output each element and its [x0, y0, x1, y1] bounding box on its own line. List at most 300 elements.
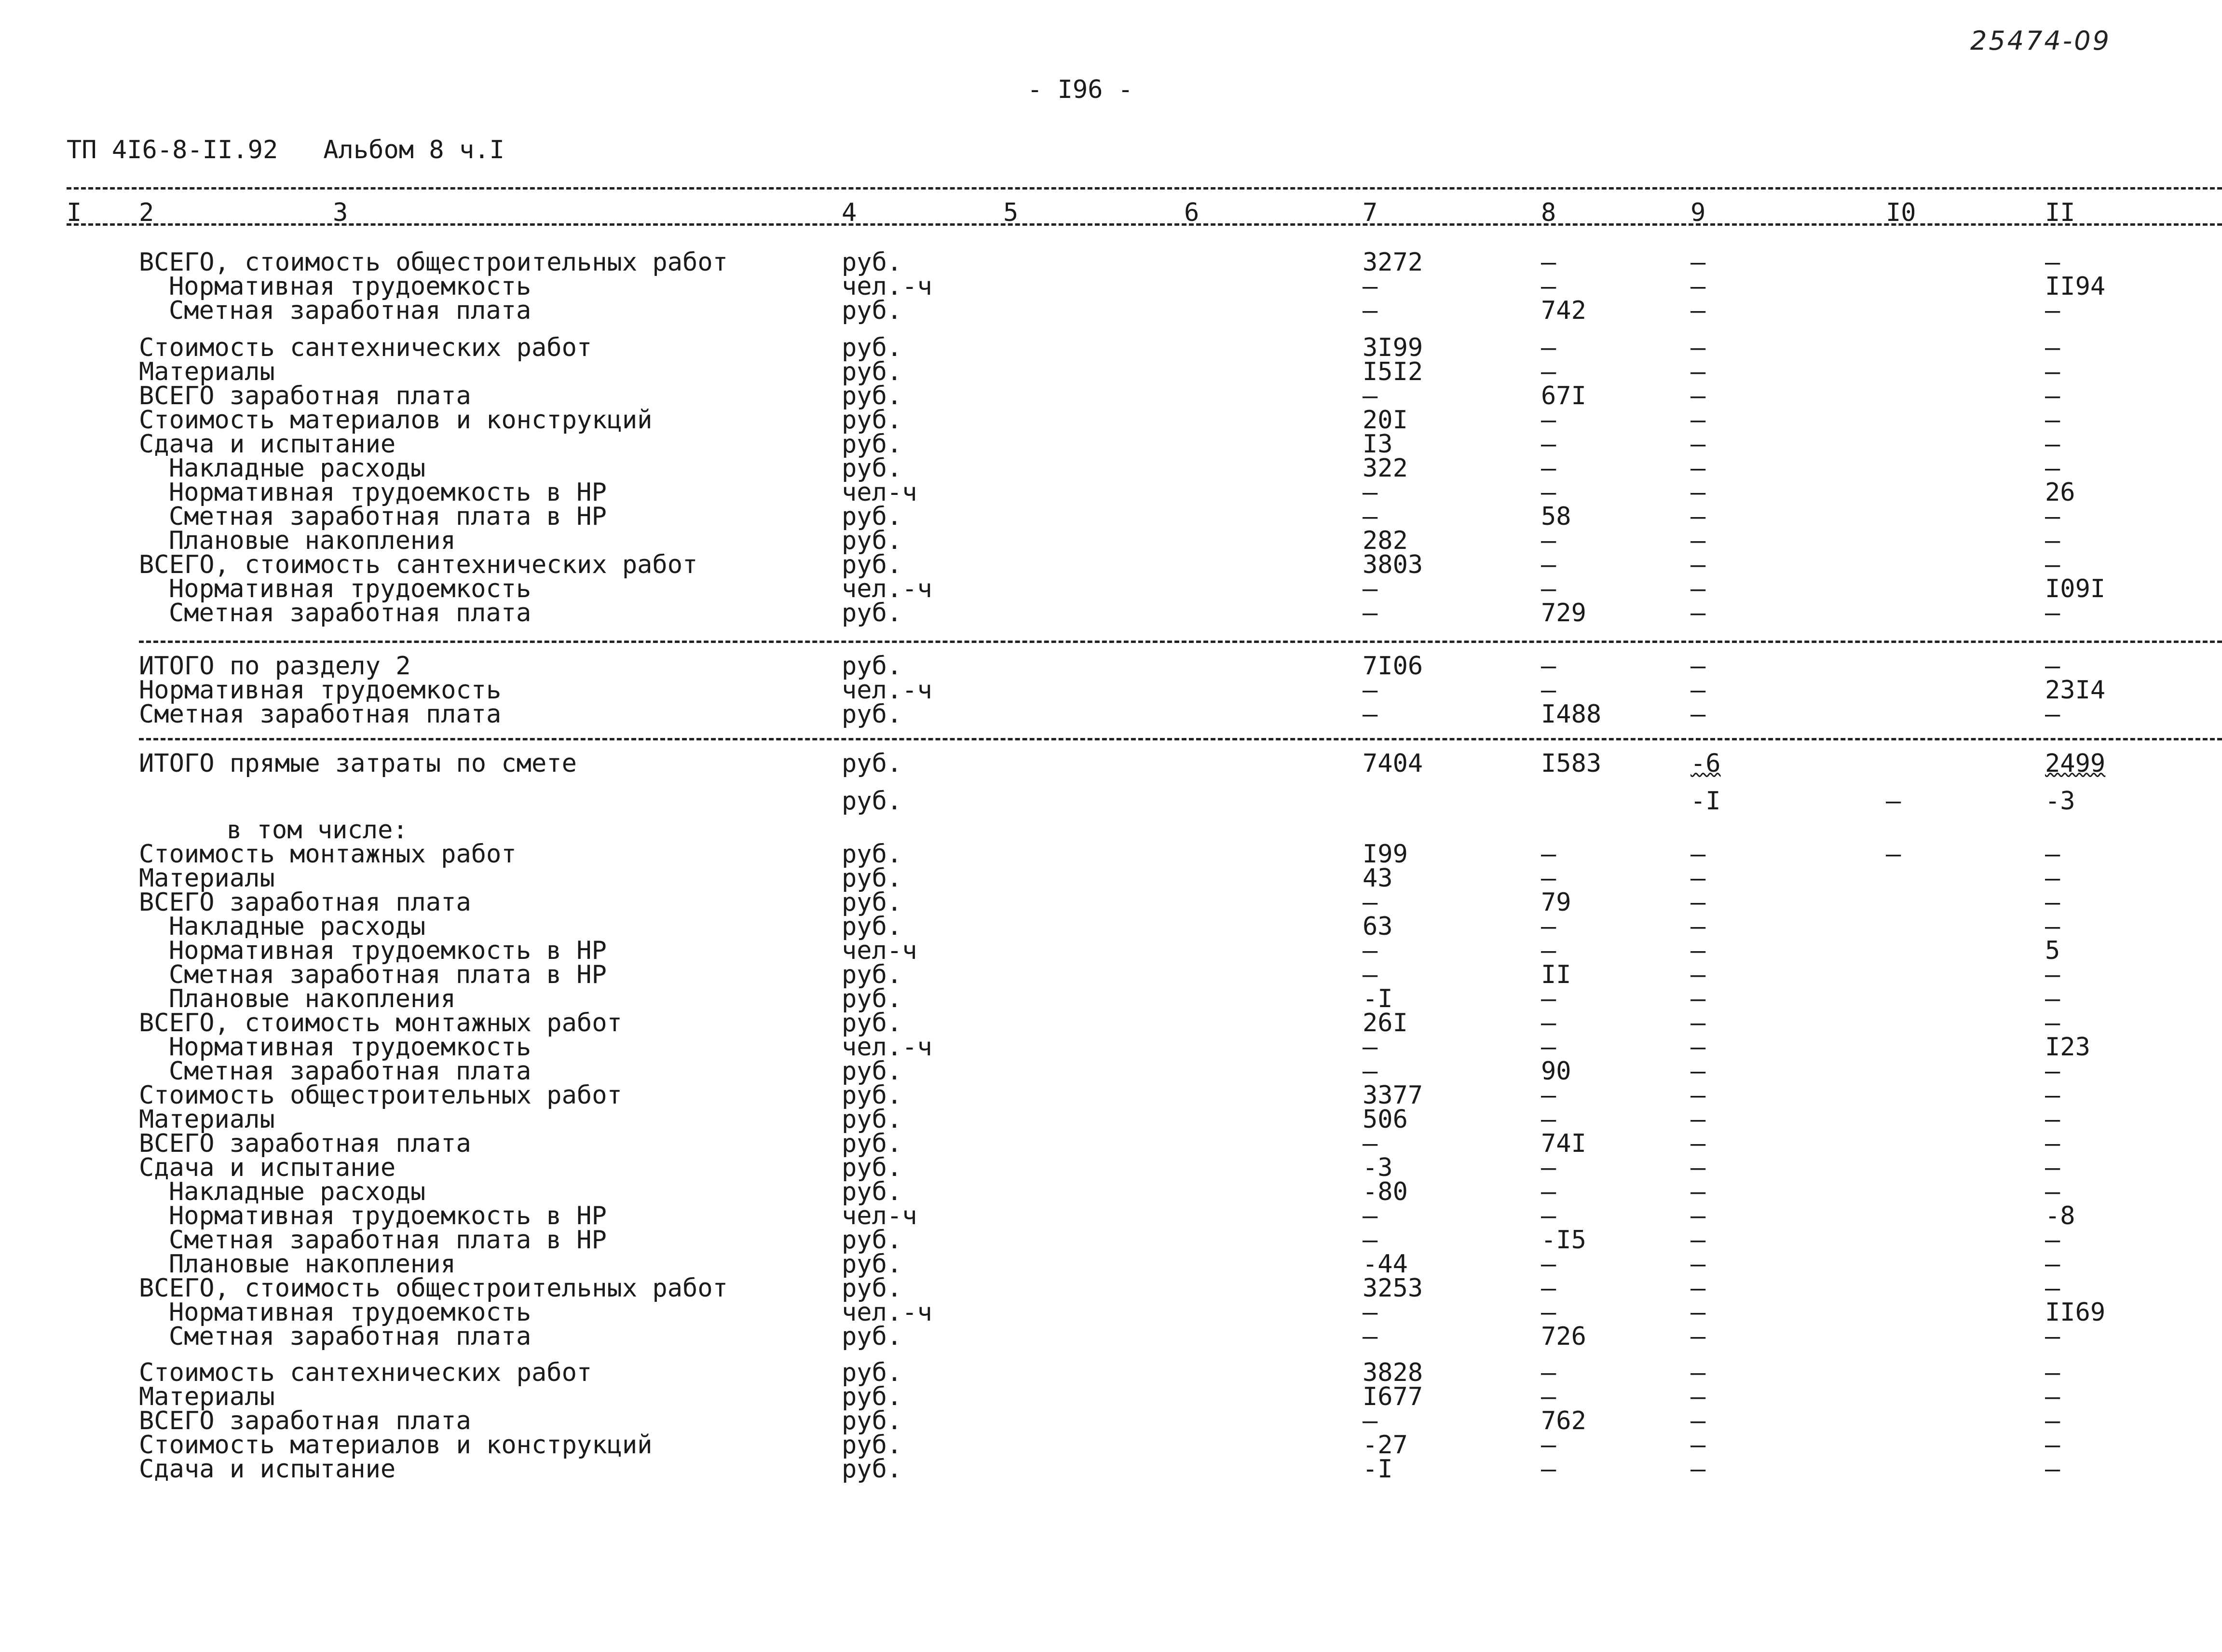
col8-cell: – [1541, 550, 1556, 579]
unit-cell: чел.-ч [842, 1033, 932, 1062]
unit-cell: руб. [842, 248, 902, 277]
table-row [0, 1358, 2222, 1387]
row-label: Сдача и испытание [139, 430, 396, 459]
col8-cell: – [1541, 1382, 1556, 1411]
col8-cell: – [1541, 1250, 1556, 1279]
unit-cell: руб. [842, 700, 902, 729]
col11-cell: – [2045, 1105, 2060, 1134]
col7-cell: I99 [1363, 840, 1408, 869]
col11-cell: – [2045, 1153, 2060, 1182]
col11-cell: – [2045, 382, 2060, 410]
col8-cell: I488 [1541, 700, 1602, 729]
table-row [0, 936, 2222, 965]
row-label: Материалы [139, 864, 275, 893]
col8-cell: – [1541, 526, 1556, 555]
table-row [0, 1408, 2222, 1433]
unit-cell: руб. [842, 382, 902, 410]
col9-cell: – [1690, 599, 1706, 628]
col11-cell: 26 [2045, 478, 2075, 507]
row-label: Плановые накопления [169, 1250, 456, 1279]
col9-cell: -I [1690, 787, 1721, 816]
col8-cell: – [1541, 430, 1556, 459]
row-label: Нормативная трудоемкость [169, 1033, 532, 1062]
col7-cell: – [1363, 960, 1378, 989]
section-rule [139, 641, 2222, 643]
col11-cell: – [2045, 1274, 2060, 1303]
col11-cell: – [2045, 357, 2060, 386]
table-row [0, 816, 2222, 845]
col8-cell: – [1541, 652, 1556, 681]
col7-cell: I677 [1363, 1382, 1423, 1411]
table-row [0, 1081, 2222, 1110]
row-label: Нормативная трудоемкость в НР [169, 478, 607, 507]
col8-cell: – [1541, 574, 1556, 603]
col8-cell: II [1541, 960, 1571, 989]
col11-cell: II69 [2045, 1298, 2106, 1327]
table-row [0, 1203, 2222, 1228]
row-label: Сметная заработная плата [139, 700, 502, 729]
col11-cell: – [2045, 333, 2060, 362]
table-row [0, 1250, 2222, 1279]
col8-cell: – [1541, 272, 1556, 301]
col8-cell: – [1541, 1274, 1556, 1303]
col11-cell: – [2045, 1129, 2060, 1158]
header-rule-bottom [67, 223, 2222, 226]
row-label: Сметная заработная плата [169, 1057, 532, 1086]
col9-cell: – [1690, 1226, 1706, 1255]
row-label: Сдача и испытание [139, 1455, 396, 1484]
col7-cell: – [1363, 599, 1378, 628]
col7-cell: 282 [1363, 526, 1408, 555]
row-label: Накладные расходы [169, 454, 426, 483]
col9-cell: – [1690, 1455, 1706, 1484]
unit-cell: руб. [842, 1406, 902, 1435]
table-row [0, 599, 2222, 628]
col11-cell: – [2045, 700, 2060, 729]
col7-cell: – [1363, 382, 1378, 410]
column-header: 8 [1541, 198, 1556, 227]
unit-cell: руб. [842, 502, 902, 531]
col7-cell: – [1363, 272, 1378, 301]
row-label: ВСЕГО заработная плата [139, 1129, 471, 1158]
unit-cell: руб. [842, 1274, 902, 1303]
document-reference: ТП 4I6-8-II.92 Альбом 8 ч.I [67, 136, 504, 164]
row-label: Сметная заработная плата в НР [169, 960, 607, 989]
col7-cell: 322 [1363, 454, 1408, 483]
col11-cell: – [2045, 1406, 2060, 1435]
col8-cell: – [1541, 406, 1556, 435]
unit-cell: руб. [842, 526, 902, 555]
unit-cell: руб. [842, 1382, 902, 1411]
unit-cell: руб. [842, 960, 902, 989]
col8-cell: 58 [1541, 502, 1571, 531]
col7-cell: 7I06 [1363, 652, 1423, 681]
column-header-row [0, 198, 2222, 227]
page-number: - I96 - [1027, 75, 1133, 104]
col7-cell: – [1363, 502, 1378, 531]
row-label: Плановые накопления [169, 526, 456, 555]
col9-cell: – [1690, 1250, 1706, 1279]
col7-cell: – [1363, 1201, 1378, 1230]
col9-cell: – [1690, 333, 1706, 362]
col8-cell: – [1541, 1105, 1556, 1134]
col11-cell: – [2045, 864, 2060, 893]
col8-cell: – [1541, 984, 1556, 1013]
table-row [0, 749, 2222, 778]
col7-cell: 3I99 [1363, 333, 1423, 362]
table-row [0, 1153, 2222, 1182]
col8-cell: – [1541, 1431, 1556, 1460]
table-row [0, 1057, 2222, 1086]
col8-cell: – [1541, 912, 1556, 941]
col9-cell: – [1690, 1382, 1706, 1411]
unit-cell: руб. [842, 1250, 902, 1279]
row-label: Стоимость общестроительных работ [139, 1081, 622, 1110]
col11-cell: – [2045, 1382, 2060, 1411]
col8-cell: – [1541, 1298, 1556, 1327]
unit-cell: руб. [842, 1322, 902, 1351]
table-row [0, 272, 2222, 301]
table-row [0, 430, 2222, 459]
col11-cell: – [2045, 888, 2060, 917]
unit-cell: руб. [842, 787, 902, 816]
row-label: Сметная заработная плата [169, 599, 532, 628]
table-row [0, 1455, 2222, 1484]
row-label: ВСЕГО, стоимость общестроительных работ [139, 1274, 728, 1303]
unit-cell: руб. [842, 864, 902, 893]
row-label: Нормативная трудоемкость [169, 1298, 532, 1327]
col11-cell: – [2045, 1177, 2060, 1206]
col8-cell: 729 [1541, 599, 1586, 628]
col8-cell: – [1541, 1455, 1556, 1484]
table-row [0, 357, 2222, 386]
col8-cell: – [1541, 357, 1556, 386]
row-label: ВСЕГО заработная плата [139, 888, 471, 917]
table-row [0, 676, 2222, 705]
col7-cell: – [1363, 676, 1378, 705]
col7-cell: 506 [1363, 1105, 1408, 1134]
table-row [0, 454, 2222, 483]
col11-cell: 5 [2045, 936, 2060, 965]
col8-cell: – [1541, 676, 1556, 705]
col9-cell: – [1690, 478, 1706, 507]
unit-cell: руб. [842, 333, 902, 362]
col8-cell: – [1541, 248, 1556, 277]
unit-cell: руб. [842, 296, 902, 325]
table-row [0, 248, 2222, 277]
col9-cell: – [1690, 1081, 1706, 1110]
col8-cell: 742 [1541, 296, 1586, 325]
document-code: 25474-09 [1970, 26, 2111, 56]
row-label: Нормативная трудоемкость [169, 272, 532, 301]
row-label: Сметная заработная плата [169, 296, 532, 325]
col7-cell: I3 [1363, 430, 1393, 459]
col8-cell: -I5 [1541, 1226, 1586, 1255]
header-rule-top [67, 187, 2222, 190]
col9-cell: – [1690, 936, 1706, 965]
row-label: Нормативная трудоемкость в НР [169, 1201, 607, 1230]
col9-cell: – [1690, 272, 1706, 301]
col11-cell: – [2045, 406, 2060, 435]
col7-cell: 3253 [1363, 1274, 1423, 1303]
col8-cell: 90 [1541, 1057, 1571, 1086]
col9-cell: – [1690, 1177, 1706, 1206]
col7-cell: 26I [1363, 1009, 1408, 1038]
col11-cell: – [2045, 1057, 2060, 1086]
col8-cell: 79 [1541, 888, 1571, 917]
column-header: 3 [333, 198, 348, 227]
col11-cell: – [2045, 526, 2060, 555]
col11-cell: 23I4 [2045, 676, 2106, 705]
unit-cell: чел.-ч [842, 1298, 932, 1327]
col11-cell: – [2045, 984, 2060, 1013]
row-label: Стоимость материалов и конструкций [139, 1431, 653, 1460]
table-row [0, 383, 2222, 408]
col8-cell: I583 [1541, 749, 1602, 778]
col7-cell: I5I2 [1363, 357, 1423, 386]
col8-cell: – [1541, 936, 1556, 965]
row-label: Сдача и испытание [139, 1153, 396, 1182]
table-row [0, 1177, 2222, 1206]
col7-cell: – [1363, 1298, 1378, 1327]
col11-cell: 2499 [2045, 749, 2106, 778]
row-label: Плановые накопления [169, 984, 456, 1013]
row-label: ВСЕГО заработная плата [139, 1406, 471, 1435]
row-label: Сметная заработная плата в НР [169, 1226, 607, 1255]
row-label: ВСЕГО заработная плата [139, 382, 471, 410]
col7-cell: 3377 [1363, 1081, 1423, 1110]
unit-cell: руб. [842, 1129, 902, 1158]
row-label: Накладные расходы [169, 912, 426, 941]
col7-cell: – [1363, 478, 1378, 507]
col11-cell: -3 [2045, 787, 2075, 816]
col11-cell: – [2045, 912, 2060, 941]
col7-cell: – [1363, 700, 1378, 729]
col9-cell: – [1690, 864, 1706, 893]
unit-cell: руб. [842, 599, 902, 628]
col11-cell: – [2045, 454, 2060, 483]
col11-cell: – [2045, 430, 2060, 459]
unit-cell: чел-ч [842, 1201, 917, 1230]
col9-cell: – [1690, 984, 1706, 1013]
col9-cell: – [1690, 1033, 1706, 1062]
unit-cell: руб. [842, 888, 902, 917]
col9-cell: – [1690, 1057, 1706, 1086]
row-label: Сметная заработная плата в НР [169, 502, 607, 531]
col9-cell: – [1690, 1431, 1706, 1460]
unit-cell: руб. [842, 1177, 902, 1206]
col11-cell: – [2045, 960, 2060, 989]
table-row [0, 1033, 2222, 1062]
table-row [0, 652, 2222, 681]
col9-cell: – [1690, 1406, 1706, 1435]
col9-cell: – [1690, 912, 1706, 941]
col9-cell: – [1690, 406, 1706, 435]
col8-cell: 762 [1541, 1406, 1586, 1435]
table-row [0, 1009, 2222, 1038]
table-row [0, 502, 2222, 531]
col7-cell: -3 [1363, 1153, 1393, 1182]
unit-cell: руб. [842, 1431, 902, 1460]
unit-cell: руб. [842, 1455, 902, 1484]
col9-cell: – [1690, 1322, 1706, 1351]
col8-cell: – [1541, 1033, 1556, 1062]
table-row [0, 787, 2222, 816]
col9-cell: – [1690, 676, 1706, 705]
col9-cell: – [1690, 502, 1706, 531]
table-row [0, 840, 2222, 869]
col11-cell: – [2045, 1081, 2060, 1110]
col8-cell: – [1541, 1081, 1556, 1110]
col11-cell: I09I [2045, 574, 2106, 603]
col8-cell: – [1541, 1153, 1556, 1182]
col8-cell: – [1541, 1358, 1556, 1387]
unit-cell: руб. [842, 749, 902, 778]
col7-cell: 20I [1363, 406, 1408, 435]
col7-cell: -80 [1363, 1177, 1408, 1206]
col8-cell: – [1541, 1201, 1556, 1230]
row-label: ИТОГО по разделу 2 [139, 652, 411, 681]
col11-cell: – [2045, 1250, 2060, 1279]
col9-cell: – [1690, 1153, 1706, 1182]
col11-cell: – [2045, 652, 2060, 681]
table-row [0, 984, 2222, 1013]
col9-cell: – [1690, 1201, 1706, 1230]
table-row [0, 700, 2222, 729]
column-header: 5 [1003, 198, 1019, 227]
col7-cell: – [1363, 296, 1378, 325]
col11-cell: – [2045, 1431, 2060, 1460]
row-label: Накладные расходы [169, 1177, 426, 1206]
col11-cell: II94 [2045, 272, 2106, 301]
table-row [0, 1105, 2222, 1134]
col9-cell: – [1690, 888, 1706, 917]
unit-cell: руб. [842, 1009, 902, 1038]
table-row [0, 1382, 2222, 1411]
row-label: Сметная заработная плата [169, 1322, 532, 1351]
col7-cell: – [1363, 1033, 1378, 1062]
table-row [0, 406, 2222, 435]
unit-cell: руб. [842, 1057, 902, 1086]
col7-cell: – [1363, 1406, 1378, 1435]
col11-cell: – [2045, 840, 2060, 869]
column-header: II [2045, 198, 2075, 227]
unit-cell: руб. [842, 1105, 902, 1134]
column-header: 4 [842, 198, 857, 227]
col9-cell: – [1690, 574, 1706, 603]
column-header: 6 [1184, 198, 1200, 227]
col7-cell: -I [1363, 984, 1393, 1013]
row-label: Нормативная трудоемкость [139, 676, 502, 705]
col9-cell: – [1690, 1298, 1706, 1327]
col9-cell: – [1690, 1358, 1706, 1387]
col8-cell: – [1541, 454, 1556, 483]
col8-cell: – [1541, 840, 1556, 869]
col8-cell: – [1541, 333, 1556, 362]
col7-cell: 63 [1363, 912, 1393, 941]
row-label: Нормативная трудоемкость [169, 574, 532, 603]
col7-cell: 7404 [1363, 749, 1423, 778]
col11-cell: – [2045, 1009, 2060, 1038]
col11-cell: – [2045, 1455, 2060, 1484]
table-row [0, 1226, 2222, 1255]
col7-cell: 3803 [1363, 550, 1423, 579]
col9-cell: – [1690, 840, 1706, 869]
table-row [0, 888, 2222, 917]
col10-cell: – [1886, 840, 1901, 869]
col9-cell: – [1690, 430, 1706, 459]
table-row [0, 1274, 2222, 1303]
table-row [0, 1129, 2222, 1158]
row-label: Материалы [139, 1105, 275, 1134]
col11-cell: – [2045, 1226, 2060, 1255]
col9-cell: – [1690, 550, 1706, 579]
col7-cell: -44 [1363, 1250, 1408, 1279]
table-row [0, 333, 2222, 362]
col11-cell: – [2045, 248, 2060, 277]
col7-cell: – [1363, 1057, 1378, 1086]
col7-cell: – [1363, 574, 1378, 603]
col9-cell: – [1690, 296, 1706, 325]
col11-cell: – [2045, 502, 2060, 531]
table-row [0, 478, 2222, 507]
col11-cell: -8 [2045, 1201, 2075, 1230]
row-label: ВСЕГО, стоимость общестроительных работ [139, 248, 728, 277]
row-label: Нормативная трудоемкость в НР [169, 936, 607, 965]
unit-cell: руб. [842, 652, 902, 681]
col11-cell: – [2045, 296, 2060, 325]
column-header: I [67, 198, 82, 227]
row-label: Стоимость сантехнических работ [139, 333, 592, 362]
table-row [0, 576, 2222, 601]
col9-cell: – [1690, 1105, 1706, 1134]
col11-cell: – [2045, 550, 2060, 579]
unit-cell: руб. [842, 357, 902, 386]
column-header: 2 [139, 198, 154, 227]
col9-cell: – [1690, 1274, 1706, 1303]
row-label: ИТОГО прямые затраты по смете [139, 749, 577, 778]
col9-cell: – [1690, 700, 1706, 729]
unit-cell: чел.-ч [842, 676, 932, 705]
col7-cell: -27 [1363, 1431, 1408, 1460]
table-row [0, 296, 2222, 325]
col9-cell: – [1690, 652, 1706, 681]
col7-cell: -I [1363, 1455, 1393, 1484]
column-header: 7 [1363, 198, 1378, 227]
row-label: Материалы [139, 357, 275, 386]
unit-cell: руб. [842, 1226, 902, 1255]
col9-cell: – [1690, 248, 1706, 277]
col11-cell: I23 [2045, 1033, 2090, 1062]
col7-cell: 3272 [1363, 248, 1423, 277]
row-label: Материалы [139, 1382, 275, 1411]
unit-cell: руб. [842, 840, 902, 869]
unit-cell: чел-ч [842, 936, 917, 965]
unit-cell: руб. [842, 1153, 902, 1182]
col11-cell: – [2045, 599, 2060, 628]
column-header: I0 [1886, 198, 1916, 227]
table-row [0, 960, 2222, 989]
col9-cell: – [1690, 382, 1706, 410]
unit-cell: руб. [842, 1358, 902, 1387]
unit-cell: чел.-ч [842, 272, 932, 301]
table-row [0, 1298, 2222, 1327]
col9-cell: -6 [1690, 749, 1721, 778]
col8-cell: 74I [1541, 1129, 1586, 1158]
col11-cell: – [2045, 1358, 2060, 1387]
col9-cell: – [1690, 526, 1706, 555]
unit-cell: чел.-ч [842, 574, 932, 603]
